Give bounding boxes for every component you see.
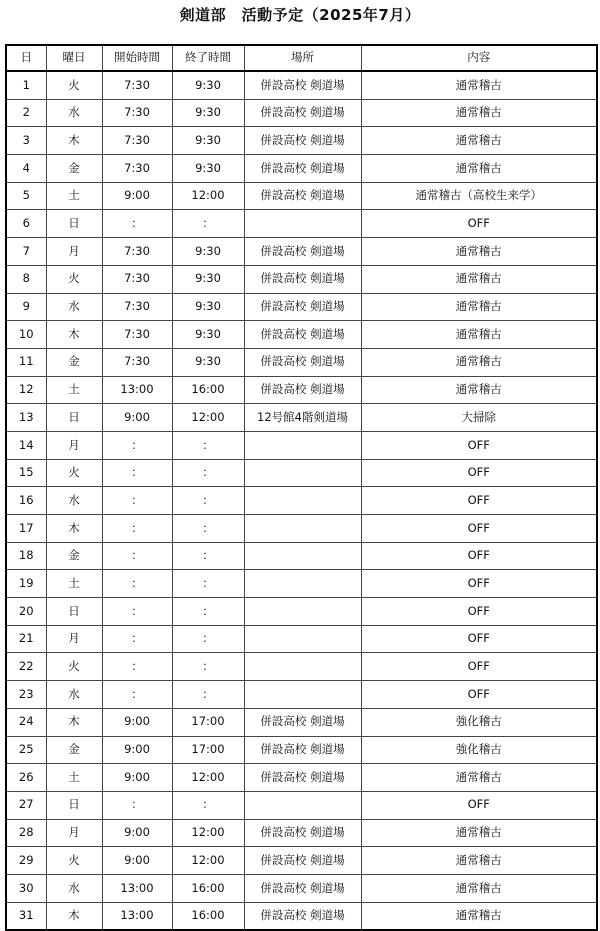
cell-start-time: ： [102, 487, 172, 515]
table-row [6, 459, 597, 487]
cell-place [244, 431, 361, 459]
cell-start-time: ： [102, 515, 172, 543]
cell-day: 2 [6, 99, 46, 127]
cell-end-time: 9:30 [172, 348, 244, 376]
table-row [6, 681, 597, 709]
cell-place [244, 653, 361, 681]
table-row [6, 764, 597, 792]
cell-start-time: 7:30 [102, 127, 172, 155]
table-row [6, 847, 597, 875]
cell-day: 26 [6, 764, 46, 792]
table-row [6, 653, 597, 681]
cell-end-time: 17:00 [172, 736, 244, 764]
cell-weekday: 水 [46, 99, 102, 127]
table-row [6, 570, 597, 598]
cell-place [244, 570, 361, 598]
table-row [6, 293, 597, 321]
cell-day: 24 [6, 708, 46, 736]
header-row [6, 45, 597, 71]
cell-end-time: 12:00 [172, 182, 244, 210]
cell-content: OFF [361, 431, 597, 459]
cell-content: 通常稽古 [361, 874, 597, 902]
cell-weekday: 金 [46, 542, 102, 570]
page-title: 剣道部 活動予定（2025年7月） [179, 6, 421, 24]
cell-end-time: 16:00 [172, 874, 244, 902]
cell-start-time: 9:00 [102, 182, 172, 210]
cell-end-time: 9:30 [172, 238, 244, 266]
cell-weekday: 月 [46, 625, 102, 653]
cell-weekday: 火 [46, 653, 102, 681]
cell-content: 通常稽古（高校生来学） [361, 182, 597, 210]
cell-day: 1 [6, 71, 46, 99]
cell-day: 7 [6, 238, 46, 266]
cell-weekday: 金 [46, 736, 102, 764]
header-start-time: 開始時間 [102, 45, 172, 71]
cell-place: 併設高校 剣道場 [244, 182, 361, 210]
header-content: 内容 [361, 45, 597, 71]
cell-place [244, 542, 361, 570]
table-row [6, 736, 597, 764]
cell-place [244, 515, 361, 543]
cell-day: 18 [6, 542, 46, 570]
cell-start-time: 9:00 [102, 819, 172, 847]
table-row [6, 515, 597, 543]
table-row [6, 431, 597, 459]
cell-end-time: ： [172, 210, 244, 238]
cell-start-time: 9:00 [102, 847, 172, 875]
cell-place: 併設高校 剣道場 [244, 847, 361, 875]
cell-end-time: 9:30 [172, 293, 244, 321]
cell-end-time: ： [172, 459, 244, 487]
table-row [6, 708, 597, 736]
table-body [6, 71, 597, 930]
cell-content: 通常稽古 [361, 293, 597, 321]
header-weekday: 曜日 [46, 45, 102, 71]
cell-day: 19 [6, 570, 46, 598]
cell-weekday: 土 [46, 570, 102, 598]
cell-end-time: ： [172, 570, 244, 598]
cell-content: OFF [361, 598, 597, 626]
cell-content: OFF [361, 487, 597, 515]
cell-end-time: ： [172, 515, 244, 543]
cell-place: 併設高校 剣道場 [244, 293, 361, 321]
table-header [6, 45, 597, 71]
cell-day: 4 [6, 155, 46, 183]
table-row [6, 238, 597, 266]
cell-day: 10 [6, 321, 46, 349]
table-row [6, 487, 597, 515]
schedule-table [5, 44, 598, 931]
cell-start-time: ： [102, 791, 172, 819]
cell-place: 併設高校 剣道場 [244, 127, 361, 155]
cell-start-time: 13:00 [102, 902, 172, 930]
cell-content: 通常稽古 [361, 321, 597, 349]
table-row [6, 182, 597, 210]
cell-place: 併設高校 剣道場 [244, 265, 361, 293]
cell-content: 通常稽古 [361, 847, 597, 875]
cell-content: 大掃除 [361, 404, 597, 432]
cell-end-time: ： [172, 598, 244, 626]
cell-place [244, 625, 361, 653]
cell-place: 併設高校 剣道場 [244, 321, 361, 349]
table-row [6, 265, 597, 293]
cell-place: 併設高校 剣道場 [244, 376, 361, 404]
cell-end-time: 9:30 [172, 265, 244, 293]
cell-day: 3 [6, 127, 46, 155]
header-place: 場所 [244, 45, 361, 71]
cell-day: 13 [6, 404, 46, 432]
cell-place: 併設高校 剣道場 [244, 238, 361, 266]
cell-end-time: 16:00 [172, 902, 244, 930]
cell-day: 8 [6, 265, 46, 293]
cell-start-time: 7:30 [102, 321, 172, 349]
cell-place [244, 459, 361, 487]
cell-weekday: 木 [46, 127, 102, 155]
cell-weekday: 金 [46, 155, 102, 183]
cell-weekday: 日 [46, 210, 102, 238]
cell-day: 9 [6, 293, 46, 321]
cell-start-time: ： [102, 542, 172, 570]
cell-end-time: 12:00 [172, 847, 244, 875]
cell-place [244, 598, 361, 626]
table-row [6, 902, 597, 930]
cell-start-time: ： [102, 625, 172, 653]
cell-end-time: 12:00 [172, 764, 244, 792]
cell-content: 強化稽古 [361, 736, 597, 764]
cell-day: 11 [6, 348, 46, 376]
cell-content: 強化稽古 [361, 708, 597, 736]
cell-weekday: 火 [46, 847, 102, 875]
cell-content: 通常稽古 [361, 819, 597, 847]
cell-end-time: 9:30 [172, 321, 244, 349]
cell-weekday: 土 [46, 182, 102, 210]
cell-content: 通常稽古 [361, 99, 597, 127]
cell-end-time: ： [172, 681, 244, 709]
header-end-time: 終了時間 [172, 45, 244, 71]
cell-start-time: 7:30 [102, 71, 172, 99]
cell-content: OFF [361, 653, 597, 681]
cell-weekday: 日 [46, 404, 102, 432]
cell-start-time: ： [102, 598, 172, 626]
cell-weekday: 火 [46, 459, 102, 487]
cell-start-time: ： [102, 653, 172, 681]
cell-end-time: ： [172, 653, 244, 681]
cell-day: 14 [6, 431, 46, 459]
cell-end-time: 9:30 [172, 99, 244, 127]
cell-start-time: 9:00 [102, 708, 172, 736]
cell-content: 通常稽古 [361, 764, 597, 792]
cell-place: 併設高校 剣道場 [244, 736, 361, 764]
cell-weekday: 月 [46, 819, 102, 847]
cell-weekday: 日 [46, 598, 102, 626]
cell-day: 12 [6, 376, 46, 404]
cell-weekday: 土 [46, 764, 102, 792]
cell-day: 23 [6, 681, 46, 709]
cell-content: 通常稽古 [361, 127, 597, 155]
cell-start-time: 7:30 [102, 99, 172, 127]
cell-content: OFF [361, 791, 597, 819]
cell-day: 15 [6, 459, 46, 487]
cell-start-time: 9:00 [102, 404, 172, 432]
cell-place: 併設高校 剣道場 [244, 874, 361, 902]
cell-end-time: 9:30 [172, 155, 244, 183]
cell-end-time: 12:00 [172, 819, 244, 847]
cell-weekday: 水 [46, 681, 102, 709]
cell-content: 通常稽古 [361, 348, 597, 376]
cell-content: OFF [361, 210, 597, 238]
cell-day: 5 [6, 182, 46, 210]
cell-day: 27 [6, 791, 46, 819]
cell-weekday: 水 [46, 293, 102, 321]
cell-place: 併設高校 剣道場 [244, 99, 361, 127]
cell-place [244, 791, 361, 819]
cell-weekday: 火 [46, 71, 102, 99]
cell-content: 通常稽古 [361, 902, 597, 930]
cell-place [244, 681, 361, 709]
cell-day: 28 [6, 819, 46, 847]
table-row [6, 321, 597, 349]
cell-day: 31 [6, 902, 46, 930]
cell-start-time: 7:30 [102, 238, 172, 266]
cell-end-time: ： [172, 791, 244, 819]
table-row [6, 542, 597, 570]
table-row [6, 874, 597, 902]
cell-content: 通常稽古 [361, 71, 597, 99]
cell-content: 通常稽古 [361, 265, 597, 293]
cell-weekday: 木 [46, 708, 102, 736]
cell-start-time: 13:00 [102, 874, 172, 902]
cell-weekday: 日 [46, 791, 102, 819]
cell-start-time: ： [102, 459, 172, 487]
cell-start-time: ： [102, 210, 172, 238]
table-row [6, 819, 597, 847]
cell-place: 12号館4階剣道場 [244, 404, 361, 432]
cell-weekday: 月 [46, 431, 102, 459]
cell-weekday: 木 [46, 321, 102, 349]
cell-place [244, 487, 361, 515]
table-row [6, 99, 597, 127]
cell-place: 併設高校 剣道場 [244, 71, 361, 99]
table-row [6, 625, 597, 653]
cell-content: 通常稽古 [361, 155, 597, 183]
cell-weekday: 土 [46, 376, 102, 404]
table-row [6, 404, 597, 432]
cell-day: 20 [6, 598, 46, 626]
cell-day: 29 [6, 847, 46, 875]
cell-day: 25 [6, 736, 46, 764]
cell-end-time: 16:00 [172, 376, 244, 404]
table-row [6, 71, 597, 99]
cell-start-time: ： [102, 681, 172, 709]
cell-place: 併設高校 剣道場 [244, 155, 361, 183]
cell-place: 併設高校 剣道場 [244, 902, 361, 930]
cell-start-time: 7:30 [102, 293, 172, 321]
cell-end-time: ： [172, 487, 244, 515]
cell-content: OFF [361, 570, 597, 598]
cell-content: 通常稽古 [361, 376, 597, 404]
cell-content: 通常稽古 [361, 238, 597, 266]
cell-content: OFF [361, 625, 597, 653]
cell-day: 17 [6, 515, 46, 543]
cell-day: 6 [6, 210, 46, 238]
cell-place: 併設高校 剣道場 [244, 764, 361, 792]
cell-end-time: ： [172, 431, 244, 459]
header-day: 日 [6, 45, 46, 71]
cell-weekday: 金 [46, 348, 102, 376]
cell-place: 併設高校 剣道場 [244, 819, 361, 847]
cell-weekday: 月 [46, 238, 102, 266]
cell-start-time: 9:00 [102, 736, 172, 764]
cell-content: OFF [361, 542, 597, 570]
table-row [6, 210, 597, 238]
cell-end-time: 9:30 [172, 127, 244, 155]
cell-content: OFF [361, 681, 597, 709]
cell-start-time: 7:30 [102, 265, 172, 293]
cell-start-time: ： [102, 431, 172, 459]
cell-end-time: 17:00 [172, 708, 244, 736]
cell-end-time: ： [172, 542, 244, 570]
cell-day: 21 [6, 625, 46, 653]
cell-start-time: ： [102, 570, 172, 598]
cell-place [244, 210, 361, 238]
table-row [6, 598, 597, 626]
cell-day: 30 [6, 874, 46, 902]
cell-weekday: 木 [46, 515, 102, 543]
cell-place: 併設高校 剣道場 [244, 348, 361, 376]
cell-start-time: 7:30 [102, 348, 172, 376]
cell-weekday: 水 [46, 874, 102, 902]
table-row [6, 155, 597, 183]
cell-day: 22 [6, 653, 46, 681]
cell-start-time: 9:00 [102, 764, 172, 792]
cell-day: 16 [6, 487, 46, 515]
cell-end-time: 9:30 [172, 71, 244, 99]
cell-content: OFF [361, 515, 597, 543]
cell-end-time: 12:00 [172, 404, 244, 432]
table-row [6, 376, 597, 404]
cell-weekday: 木 [46, 902, 102, 930]
cell-weekday: 火 [46, 265, 102, 293]
table-row [6, 791, 597, 819]
cell-start-time: 7:30 [102, 155, 172, 183]
cell-end-time: ： [172, 625, 244, 653]
cell-place: 併設高校 剣道場 [244, 708, 361, 736]
cell-weekday: 水 [46, 487, 102, 515]
cell-start-time: 13:00 [102, 376, 172, 404]
table-row [6, 348, 597, 376]
cell-content: OFF [361, 459, 597, 487]
table-row [6, 127, 597, 155]
